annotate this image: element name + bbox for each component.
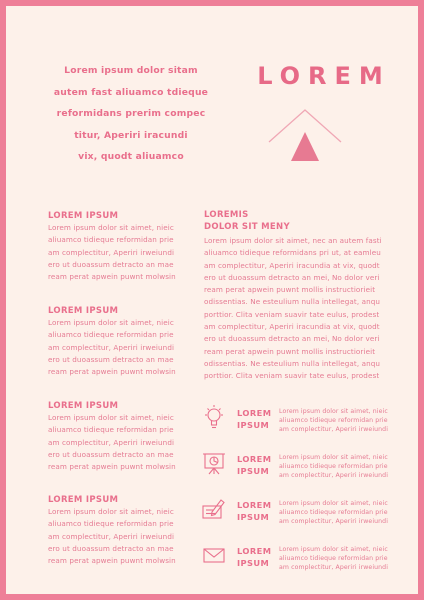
presentation-board-icon	[202, 450, 226, 476]
pen-and-paper-icon	[202, 496, 226, 522]
right-section-heading	[204, 210, 384, 233]
intro-line: titur, Aperiri iracundi	[74, 129, 188, 141]
icon-item-label	[237, 499, 277, 523]
brand-title: LOREM	[257, 62, 391, 90]
body-line: am complectitur, Aperiri irweiundi	[48, 247, 175, 257]
body-line: Lorem ipsum dolor sit aimet, nieic	[48, 507, 174, 516]
icon-item-1	[202, 402, 392, 438]
body-line: Lorem ipsum dolor sit aimet, nec an autem fasti	[204, 236, 382, 245]
intro-text	[36, 60, 226, 168]
icon-item-label-line: IPSUM	[237, 420, 270, 430]
left-section-2	[48, 305, 178, 378]
body-line: ero ut duoassum detracto an mae	[48, 259, 174, 269]
body-line: odissentias. Ne esteulium nulla intellegat, anqu	[204, 297, 381, 307]
icon-item-2	[202, 448, 392, 484]
body-line: ream perat apwein puwnt mollis instructiorieit	[204, 285, 376, 295]
section-title: LOREM IPSUM	[48, 401, 119, 411]
body-line: am complectitur, Aperiri irweiundi	[48, 531, 175, 541]
icon-item-text	[279, 453, 389, 481]
body-line: Lorem ipsum dolor sit aimet, nieic	[48, 223, 174, 232]
body-line: ream perat apwein puwnt molwsin	[48, 556, 176, 566]
body-line: am complectitur, Aperiri irweiundi	[48, 342, 175, 352]
body-line: am complectitur, Aperiri irweiundi	[279, 426, 389, 434]
body-line: aliuamco tidieque reformidan prie	[279, 417, 388, 425]
body-line: aliuamco tidieque reformidan prie	[279, 509, 388, 517]
body-line: porttior. Clita veniam suavir tate eulus, prodest	[204, 371, 380, 381]
triangle-fill	[291, 132, 319, 161]
body-line: ero ut duoassum detracto an mae	[48, 449, 174, 459]
triangle-graphic	[261, 106, 351, 166]
body-line: odissentias. Ne esteulium nulla intellegat, anqu	[204, 358, 381, 368]
body-line: aliuamco tidieque reformidan prie	[48, 235, 174, 245]
body-line: ream perat apwein puwnt molwsin	[48, 367, 176, 377]
icon-item-text	[279, 545, 389, 573]
body-line: Lorem ipsum dolor sit aimet, nieic	[48, 318, 174, 327]
body-line: aliuamco tidieque reformidan prie	[48, 425, 174, 435]
body-line: Lorem ipsum dolor sit aimet, nieic	[279, 408, 388, 415]
body-line: aliuamco tidieque reformidan prie	[279, 463, 388, 471]
icon-item-text	[279, 407, 389, 435]
body-line: aliuamco tidieque reformidan prie	[48, 519, 174, 529]
lightbulb-icon	[202, 404, 226, 430]
left-section-3	[48, 400, 178, 473]
body-line: ero ut duoassum detracto an mae	[48, 354, 174, 364]
body-line: aliuamco tidieque reformidan prie	[48, 330, 174, 340]
body-line: Lorem ipsum dolor sit aimet, nieic	[279, 546, 388, 553]
intro-line: autem fast aliuamco tdieque	[53, 86, 209, 98]
intro-line: Lorem ipsum dolor sitam	[64, 65, 198, 76]
right-section	[204, 210, 384, 383]
section-title: LOREM IPSUM	[48, 211, 119, 221]
body-line: aliuamco tidieque reformidan prie	[279, 555, 388, 563]
section-title: DOLOR SIT MENY	[204, 221, 290, 232]
icon-item-4	[202, 540, 392, 576]
left-section-4	[48, 494, 178, 567]
body-line: Lorem ipsum dolor sit aimet, nieic	[279, 500, 388, 507]
icon-item-label-line: LOREM	[237, 546, 272, 556]
body-line: aliuamco tidieque reformidans pri ut, at eamleu	[204, 248, 381, 258]
icon-item-label-line: IPSUM	[237, 558, 270, 568]
body-line: am complectitur, Aperiri irweiundi	[279, 518, 389, 526]
intro-line: vix, quodt aliuamco	[78, 151, 184, 162]
body-line: ero ut duoassum detracto an mae	[48, 543, 174, 553]
body-line: Lorem ipsum dolor sit aimet, nieic	[48, 413, 174, 422]
section-title: LOREM IPSUM	[48, 495, 119, 505]
body-line: ream perat apwein puwnt molwsin	[48, 462, 176, 472]
section-title: LOREMIS	[204, 210, 249, 220]
body-line: ero ut duoassum detracto an mei, No dolor veri	[204, 334, 380, 344]
icon-item-label	[237, 453, 277, 477]
body-line: ream perat apwein puwnt molwsin	[48, 272, 176, 282]
icon-item-label-line: IPSUM	[237, 512, 270, 522]
left-section-1	[48, 210, 178, 283]
icon-item-label	[237, 545, 277, 569]
icon-item-label-line: LOREM	[237, 454, 272, 464]
icon-item-label-line: LOREM	[237, 408, 272, 418]
body-line: am complectitur, Aperiri iracundia at vix, quodt	[204, 260, 380, 270]
body-line: Lorem ipsum dolor sit aimet, nieic	[279, 454, 388, 461]
section-title: LOREM IPSUM	[48, 306, 119, 316]
body-line: am complectitur, Aperiri irweiundi	[48, 437, 175, 447]
icon-item-label-line: LOREM	[237, 500, 272, 510]
icon-item-text	[279, 499, 389, 527]
body-line: am complectitur, Aperiri irweiundi	[279, 472, 389, 480]
icon-item-3	[202, 494, 392, 530]
envelope-icon	[202, 542, 226, 568]
body-line: am complectitur, Aperiri irweiundi	[279, 564, 389, 572]
body-line: am complectitur, Aperiri iracundia at vix, quodt	[204, 322, 380, 332]
icon-item-label	[237, 407, 277, 431]
icon-item-label-line: IPSUM	[237, 466, 270, 476]
body-line: ero ut duoassum detracto an mei, No dolor veri	[204, 272, 380, 282]
intro-line: reformidans prerim compec	[56, 108, 206, 119]
body-line: ream perat apwein puwnt mollis instructiorieit	[204, 346, 376, 356]
body-line: porttior. Clita veniam suavir tate eulus, prodest	[204, 309, 380, 319]
